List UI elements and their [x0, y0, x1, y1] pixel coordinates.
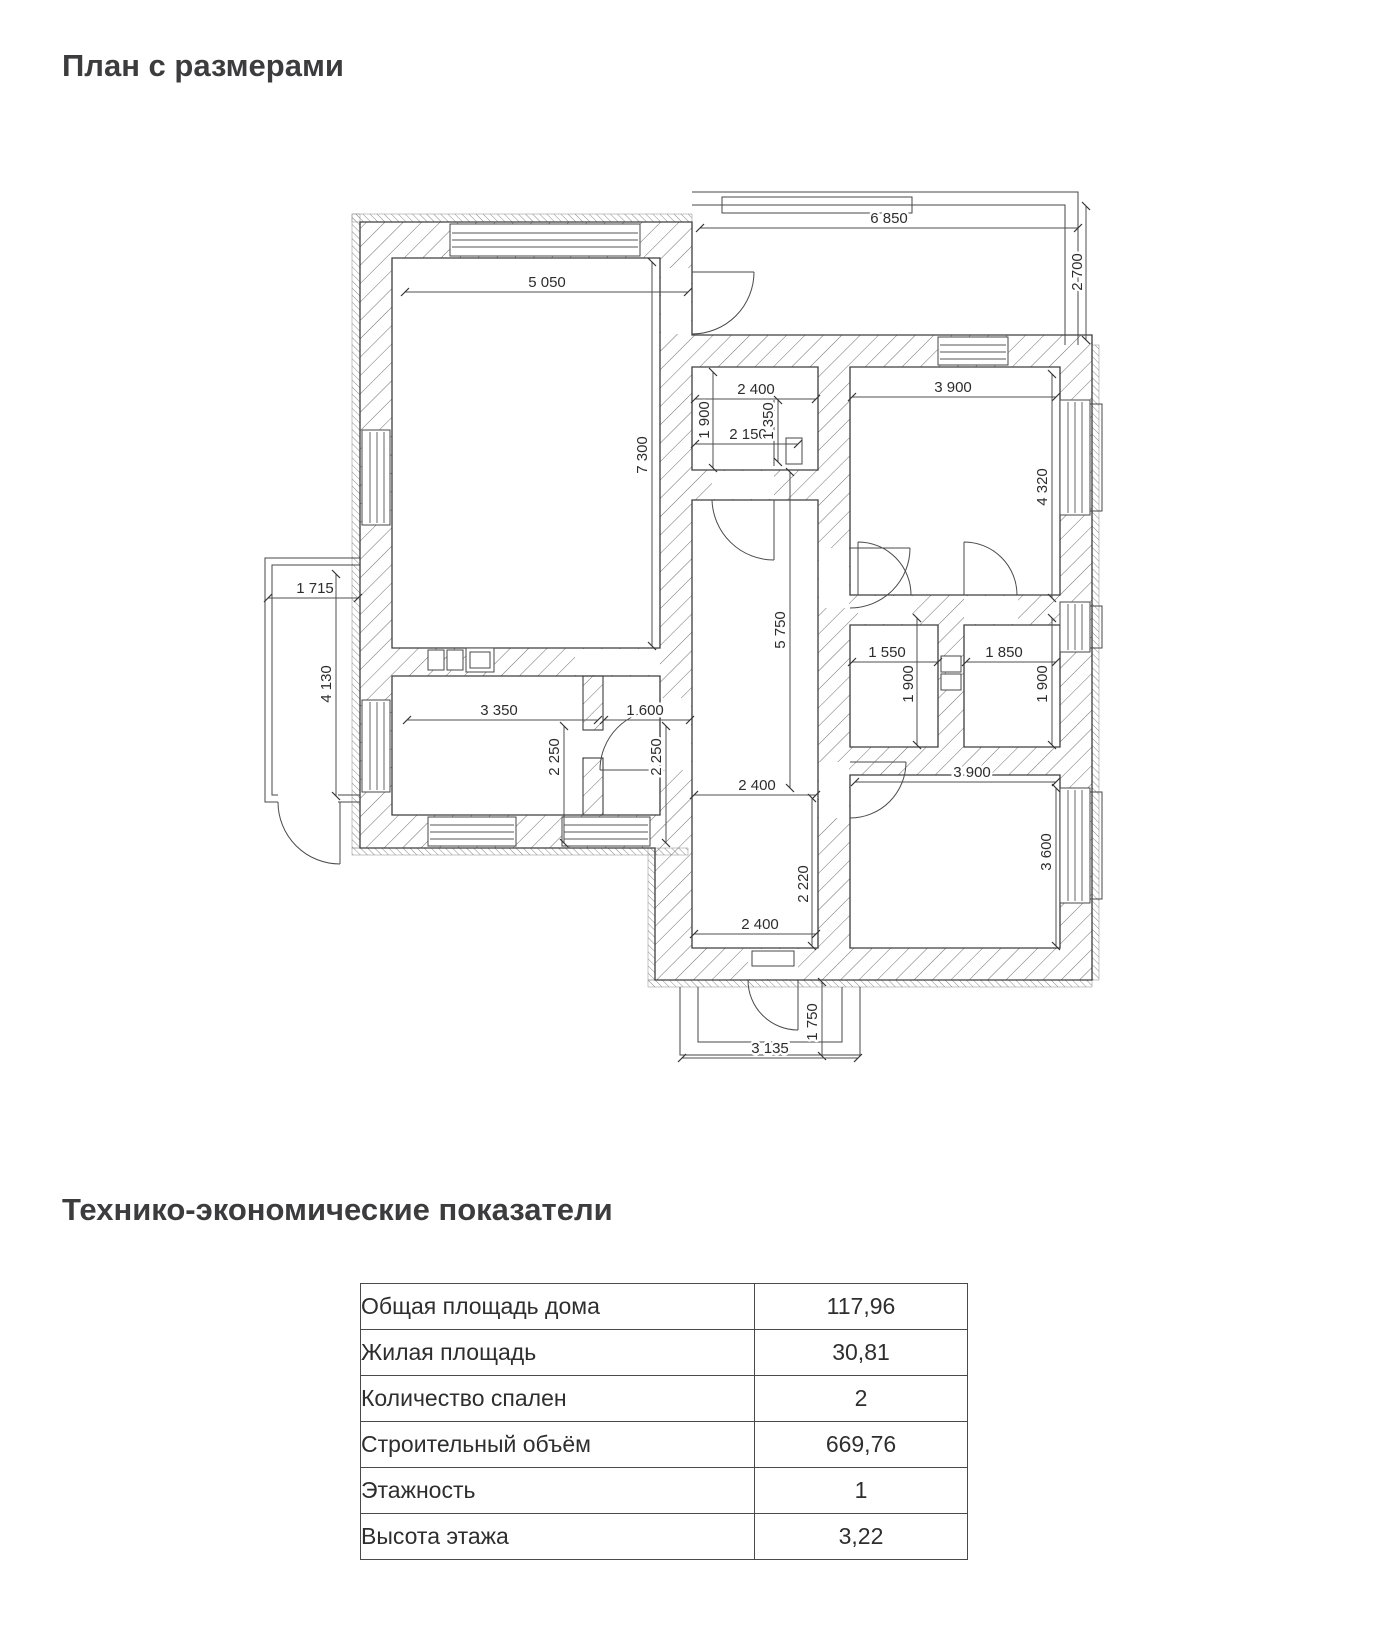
dimension-label: 6 850 — [870, 210, 908, 227]
dimension-label: 4 130 — [318, 665, 335, 703]
dimension-label: 2 700 — [1069, 253, 1086, 291]
dimension-label: 1 750 — [804, 1003, 821, 1041]
dimension-label: 3 350 — [480, 702, 518, 719]
indicators-table — [360, 1283, 968, 1560]
dimension-label: 5 050 — [528, 274, 566, 291]
dimension-label: 1 850 — [985, 644, 1023, 661]
table-row — [361, 1284, 968, 1330]
row-label: Количество спален — [361, 1376, 755, 1422]
stub-wall — [583, 676, 603, 730]
table-row — [361, 1468, 968, 1514]
dimension-label: 2 250 — [648, 738, 665, 776]
dimension-label: 2 400 — [737, 381, 775, 398]
table-row — [361, 1330, 968, 1376]
row-label: Жилая площадь — [361, 1330, 755, 1376]
table-row — [361, 1514, 968, 1560]
row-value: 669,76 — [755, 1422, 968, 1468]
row-label: Высота этажа — [361, 1514, 755, 1560]
dimension-label: 4 320 — [1034, 468, 1051, 506]
dimension-label: 2 250 — [546, 738, 563, 776]
row-value: 3,22 — [755, 1514, 968, 1560]
dimension-label: 1 550 — [868, 644, 906, 661]
row-value: 1 — [755, 1468, 968, 1514]
dimension-label: 7 300 — [634, 436, 651, 474]
page-title: План с размерами — [62, 48, 344, 83]
dimension-label: 1 715 — [296, 580, 334, 597]
dimension-label: 3 135 — [751, 1040, 789, 1057]
dimension-label: 3 900 — [953, 764, 991, 781]
table-row — [361, 1376, 968, 1422]
dimension-label: 2 400 — [738, 777, 776, 794]
table-row — [361, 1422, 968, 1468]
row-label: Общая площадь дома — [361, 1284, 755, 1330]
dimension-label: 1 900 — [900, 665, 917, 703]
dimension-label: 1 350 — [760, 402, 777, 440]
dimension-label: 2 400 — [741, 916, 779, 933]
section-title: Технико-экономические показатели — [62, 1192, 613, 1227]
row-value: 117,96 — [755, 1284, 968, 1330]
dimension-label: 1 900 — [1034, 665, 1051, 703]
dimension-label: 2 220 — [795, 865, 812, 903]
windows — [362, 224, 1102, 903]
dimension-label: 2 150 — [729, 426, 767, 443]
dimension-label: 1 600 — [626, 702, 664, 719]
dimension-label: 1 900 — [696, 401, 713, 439]
row-value: 2 — [755, 1376, 968, 1422]
dimension-label: 5 750 — [772, 611, 789, 649]
dimension-label: 3 600 — [1038, 833, 1055, 871]
row-value: 30,81 — [755, 1330, 968, 1376]
row-label: Строительный объём — [361, 1422, 755, 1468]
dimension-label: 3 900 — [934, 379, 972, 396]
row-label: Этажность — [361, 1468, 755, 1514]
